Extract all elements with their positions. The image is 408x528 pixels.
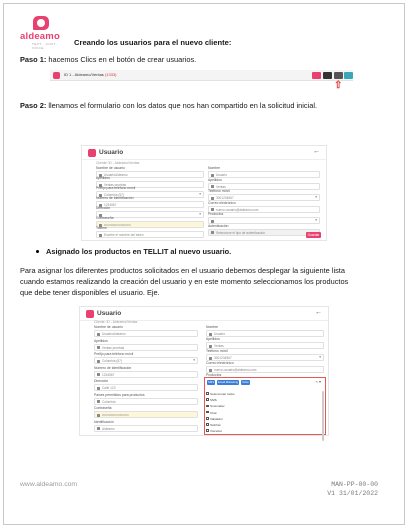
checkbox-icon[interactable]	[206, 429, 209, 432]
form1-left-label-2: Prefijo para teléfono móvil	[96, 186, 136, 190]
field-icon	[209, 357, 212, 360]
footer-code: MAN-PP-00-00	[331, 481, 378, 488]
step2-text: llenamos el formulario con los datos que nos han compartido en la solicitud inicial.	[46, 101, 318, 110]
save-button[interactable]: Guardar	[307, 233, 320, 237]
toolbar-list-button[interactable]	[323, 72, 332, 79]
form1-right-label-5: Autenticación	[208, 223, 229, 228]
form1-left-value-6: Escribe el nombre del token	[104, 233, 144, 237]
form2-right-input-3[interactable]	[206, 366, 324, 373]
form2-left-label-5: Países permitidos para productos	[94, 392, 145, 397]
form1-right-label-3: Correo electrónico	[208, 200, 236, 205]
product-option-6[interactable]	[210, 429, 222, 433]
product-option-0[interactable]	[210, 392, 235, 396]
footer-url[interactable]: www.aldeamo.com	[20, 481, 78, 488]
form-title: Usuario	[99, 149, 124, 156]
form2-right-value-0: Usuario	[214, 332, 225, 336]
toolbar-client-code: ID 1 - Aldeamo/Ventas (1333)	[64, 72, 117, 77]
form2-left-value-0: UsuarioAldeamo	[102, 332, 126, 336]
field-icon	[97, 414, 100, 417]
logo-text: aldeamo	[20, 31, 60, 42]
field-icon	[211, 231, 214, 234]
step1-text: hacemos Clics en el botón de crear usuarios.	[46, 55, 197, 64]
field-icon	[97, 333, 100, 336]
chevron-down-icon: ▾	[199, 192, 201, 196]
form2-left-input-2[interactable]	[94, 357, 198, 364]
form2-right-label-0: Nombre	[206, 325, 219, 329]
form2-left-label-2: Prefijo para teléfono móvil	[94, 352, 134, 356]
products-dropdown[interactable]	[204, 377, 326, 435]
form1-right-value-0: Usuario	[216, 173, 227, 177]
form1-right-label-1: Apellidos	[208, 177, 222, 182]
form2-left-input-5[interactable]	[94, 398, 198, 405]
user-form2-icon	[86, 310, 94, 318]
product-option-label: Chat	[210, 410, 217, 415]
form1-left-input-0[interactable]	[96, 171, 204, 178]
form1-right-input-0[interactable]	[208, 171, 320, 178]
checkbox-icon[interactable]	[206, 411, 209, 414]
form2-right-value-3: nuevo.usuario@aldeamo.com	[214, 368, 257, 372]
logo-mark-icon	[33, 16, 49, 30]
form2-left-value-2: Colombia (57)	[102, 359, 123, 363]
toolbar-config-button[interactable]	[334, 72, 343, 79]
section2-line1: Para asignar los diferentes productos solicitados en el usuario debemos desplegar la siguiente lista	[20, 266, 345, 275]
form2-right-label-3: Correo electrónico	[206, 361, 234, 365]
step1-paragraph	[20, 55, 196, 66]
step1-label: Paso 1:	[20, 55, 47, 64]
back-arrow-icon[interactable]: ←	[313, 148, 320, 155]
form2-left-value-3: 1234567	[102, 372, 115, 377]
page-title: Creando los usuarios para el nuevo cliente:	[74, 38, 232, 47]
field-icon	[211, 197, 214, 200]
form2-right-value-2: 3001234567	[214, 356, 232, 360]
field-icon	[211, 220, 214, 223]
form1-right-value-1: Ventas	[216, 184, 226, 189]
dropdown-clear-icon[interactable]: × ▾	[315, 379, 321, 384]
checkbox-icon[interactable]	[206, 405, 209, 408]
form1-left-label-0: Nombre de usuario	[96, 166, 125, 170]
form2-left-label-4: Dirección	[94, 379, 109, 383]
form2-header	[80, 307, 328, 321]
form2-left-input-3[interactable]	[94, 371, 198, 378]
arrow-up-icon: ⇧	[334, 80, 343, 91]
chevron-down-icon: ▾	[315, 218, 317, 222]
form2-left-value-1: Ventas pruebas	[102, 345, 125, 350]
product-option-2[interactable]	[210, 404, 225, 408]
product-option-5[interactable]	[210, 423, 221, 427]
product-chip-voice[interactable]: Voice	[242, 380, 249, 384]
form2-left-label-1: Apellidos	[94, 338, 108, 343]
product-option-1[interactable]	[210, 398, 217, 402]
form2-left-label-3: Número de identificación	[94, 365, 132, 370]
form1-left-value-0: UsuarioAldeamo	[104, 173, 128, 177]
form1-left-label-3: Número de Identificación	[96, 196, 134, 200]
chevron-down-icon: ▾	[199, 212, 201, 216]
section2-line2: cuando estamos realizando la creación del usuario y en este momento seleccionamos los productos	[20, 277, 349, 286]
logo-tagline: TEXT · CHAT · VOICE	[32, 42, 59, 50]
form2-left-input-4[interactable]	[94, 384, 198, 391]
form2-left-value-4: Calle 123	[102, 386, 116, 390]
form2-left-value-7: Aldeamo	[102, 426, 115, 431]
field-icon	[209, 333, 212, 336]
form2-right-input-2[interactable]	[206, 354, 324, 361]
field-icon	[97, 427, 100, 430]
products-label: Productos	[206, 373, 222, 377]
chevron-down-icon: ▾	[315, 195, 317, 199]
form2-left-value-6: ••••••••••••••••••••••••	[102, 413, 129, 417]
form1-left-label-1: Apellidos	[96, 176, 110, 180]
product-option-3[interactable]	[210, 411, 217, 415]
toolbar-screenshot	[50, 70, 353, 81]
step2-paragraph	[20, 101, 317, 112]
checkbox-icon[interactable]	[206, 417, 209, 420]
create-user-button[interactable]	[344, 72, 353, 79]
field-icon	[211, 208, 214, 211]
form1-left-input-3[interactable]	[96, 201, 204, 208]
form1-left-input-5[interactable]	[96, 221, 204, 228]
chevron-down-icon: ▾	[319, 355, 321, 359]
form2-right-label-2: Teléfono móvil	[206, 349, 228, 353]
field-icon	[211, 174, 214, 177]
field-icon	[97, 346, 100, 349]
form2-crumb: Cliente: ID - Aldeamo/Ventas	[94, 320, 138, 324]
user-form-icon	[88, 149, 96, 157]
form1-left-value-2: Colombia (57)	[104, 193, 125, 197]
field-icon	[97, 360, 100, 363]
back-arrow-icon-2[interactable]: ←	[315, 309, 322, 316]
form1-left-value-5: ••••••••••••••••••••••••	[104, 223, 131, 227]
form1-right-input-3[interactable]	[208, 206, 320, 213]
page-border	[3, 3, 405, 525]
form1-right-value-5: Seleccione el tipo de autenticación	[216, 230, 266, 235]
field-icon	[211, 185, 214, 188]
form1-right-label-0: Nombre	[208, 166, 221, 170]
checkbox-icon[interactable]	[206, 392, 209, 395]
product-chip-email[interactable]: Email Marketing	[218, 380, 239, 384]
form1-left-value-1: Ventas pruebas	[104, 183, 127, 187]
aldeamo-logo	[20, 16, 68, 50]
form2-left-label-6: Contraseña	[94, 406, 112, 410]
form2-left-input-6[interactable]	[94, 411, 198, 418]
field-icon	[97, 400, 100, 403]
field-icon	[209, 369, 212, 372]
form2-left-input-7[interactable]	[94, 425, 198, 432]
form-crumb: Cliente: ID - Aldeamo/Ventas	[96, 161, 140, 165]
product-option-label: Smsmailer	[210, 404, 225, 409]
product-option-label: Seleccionar todos	[210, 392, 235, 396]
footer-doc-info	[327, 481, 378, 498]
form1-left-value-3: 1234567	[104, 203, 117, 207]
form1-right-label-2: Teléfono móvil	[208, 189, 230, 193]
form2-right-value-1: Ventas	[214, 344, 224, 348]
form1-left-label-4: Dirección	[96, 206, 111, 210]
field-icon	[209, 345, 212, 348]
chevron-down-icon: ▾	[193, 358, 195, 362]
bullet-dot	[36, 250, 39, 253]
form1-left-input-6[interactable]	[96, 231, 204, 238]
user-form-screenshot	[81, 145, 327, 241]
product-option-4[interactable]	[210, 417, 223, 421]
form1-right-value-2: 3001234567	[216, 196, 234, 200]
form1-right-value-3: nuevo.usuario@aldeamo.com	[216, 207, 259, 212]
form1-right-input-5[interactable]	[208, 229, 320, 236]
form2-left-value-5: Colombia	[102, 399, 116, 404]
dropdown-scrollbar[interactable]	[322, 391, 324, 441]
footer-version: V1 31/01/2022	[327, 489, 378, 497]
form2-right-input-0[interactable]	[206, 330, 324, 337]
form2-left-input-0[interactable]	[94, 330, 198, 337]
form2-title: Usuario	[97, 310, 122, 317]
form2-left-label-7: Identificación	[94, 419, 114, 424]
form1-left-label-6: Tokens	[96, 226, 107, 230]
form2-left-input-1[interactable]	[94, 344, 198, 351]
form2-right-input-1[interactable]	[206, 342, 324, 349]
toolbar-mail-button[interactable]	[312, 72, 321, 79]
toolbar-logo-icon	[53, 72, 60, 79]
field-icon	[97, 387, 100, 390]
product-option-label: SMS	[210, 398, 217, 403]
product-chip-sms[interactable]: SMS	[208, 380, 215, 384]
form2-left-label-0: Nombre de usuario	[94, 325, 123, 329]
product-option-label: Validador	[210, 416, 223, 421]
form-header	[82, 146, 326, 160]
field-icon	[97, 373, 100, 376]
section2-line3: que debe tener disponibles el usuario. Eje.	[20, 288, 160, 297]
section2-title: Asignado los productos en TELLIT al nuevo usuario.	[46, 247, 232, 256]
field-icon	[99, 234, 102, 237]
user-products-form-screenshot	[79, 306, 329, 436]
form1-left-label-5: Contraseña	[96, 216, 114, 220]
form2-right-label-1: Apellidos	[206, 337, 220, 341]
step2-label: Paso 2:	[20, 101, 47, 110]
form1-right-label-4: Productos	[208, 212, 224, 216]
checkbox-icon[interactable]	[206, 423, 209, 426]
checkbox-icon[interactable]	[206, 398, 209, 401]
product-option-label: Tellchat	[210, 423, 221, 427]
product-option-label: Voicebot	[210, 429, 222, 434]
